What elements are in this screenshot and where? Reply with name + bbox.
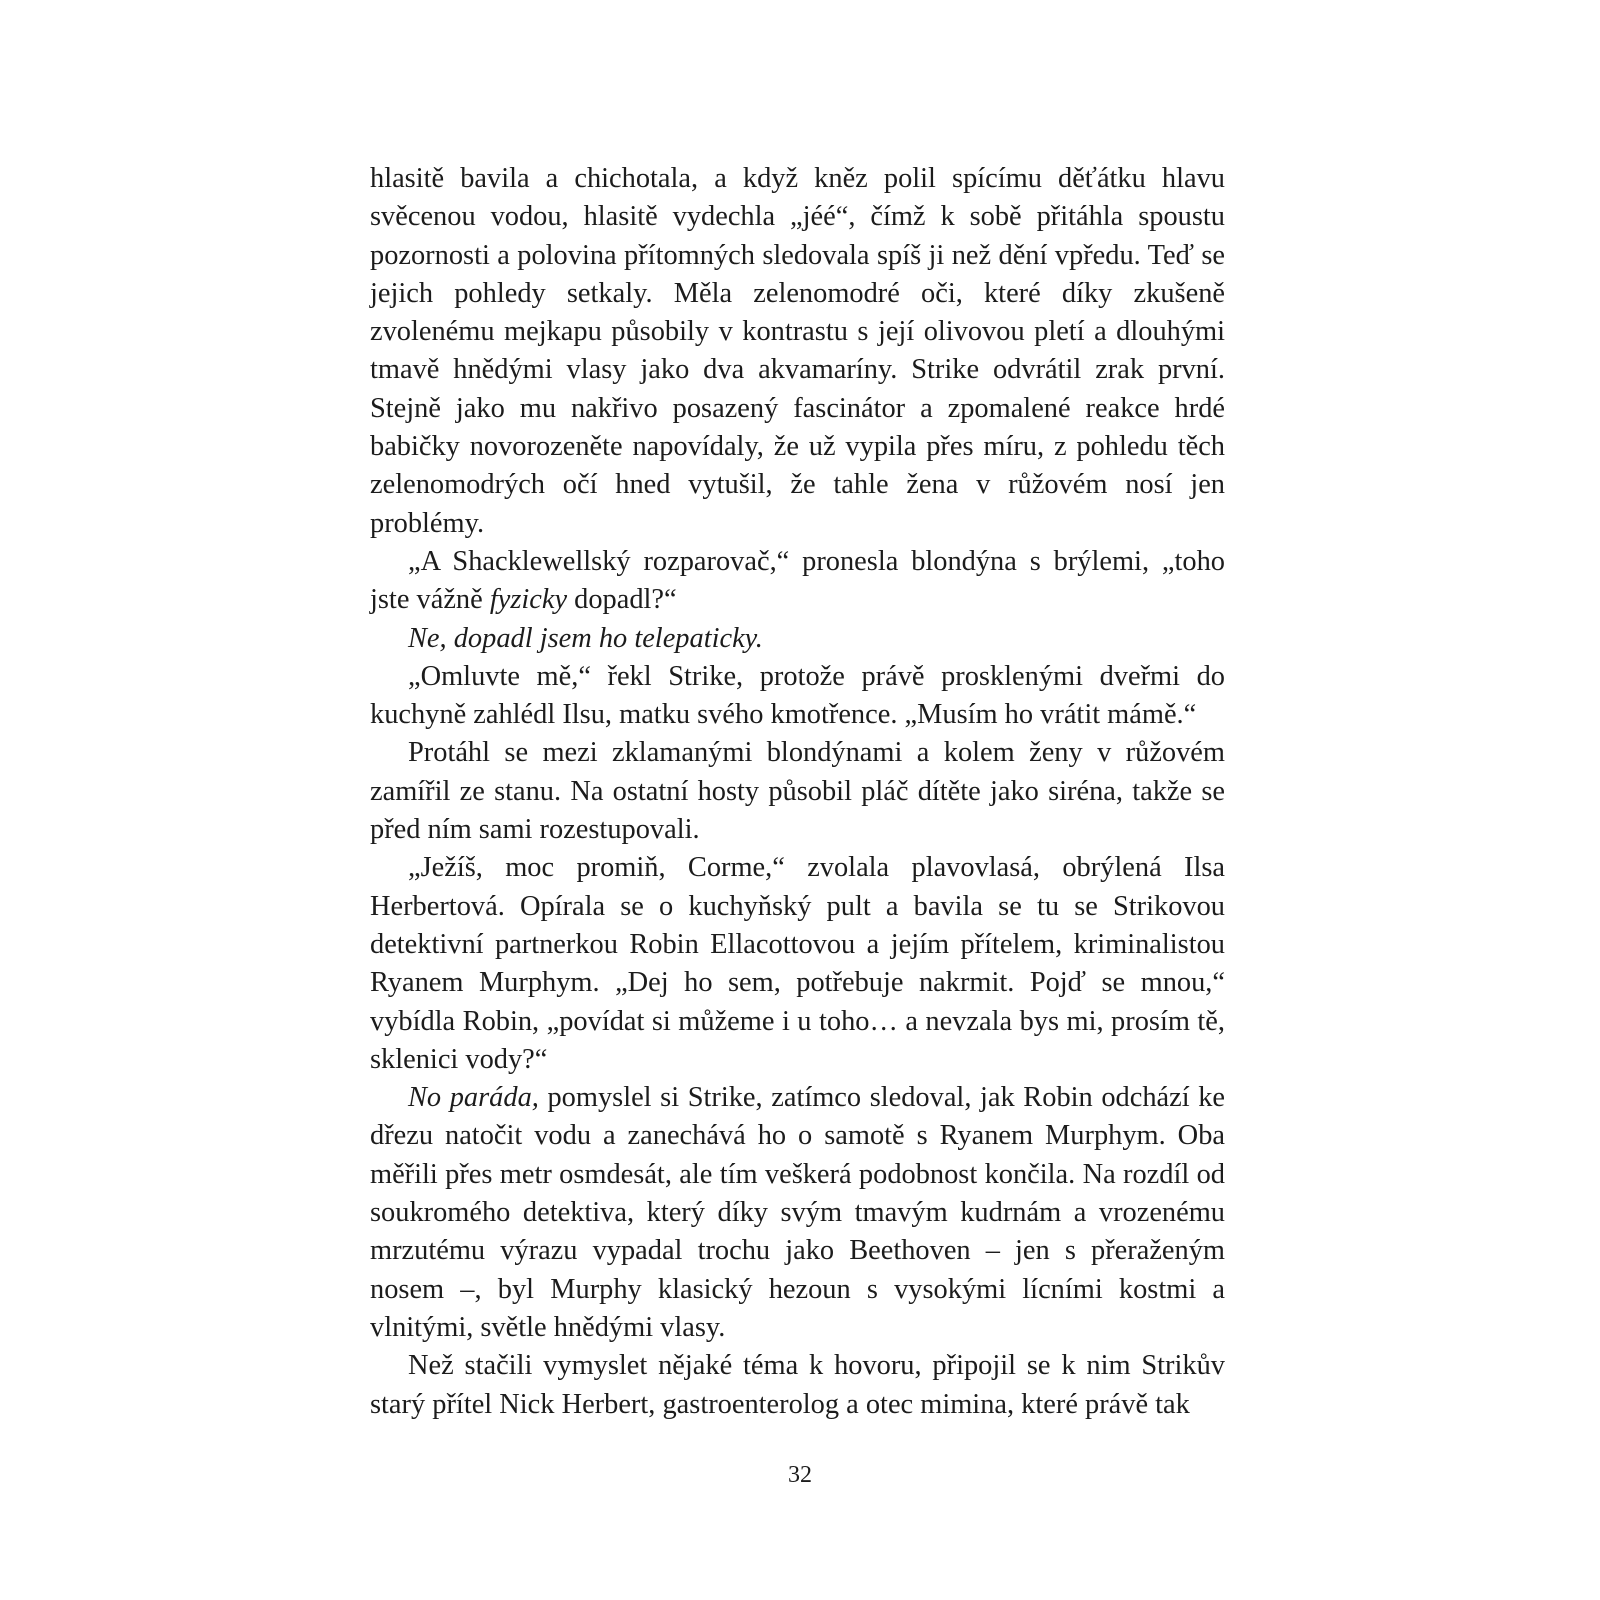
italic-text: Ne, dopadl jsem ho telepaticky. <box>408 622 763 654</box>
italic-text: No paráda, <box>408 1082 539 1114</box>
paragraph <box>370 620 1225 658</box>
paragraph <box>370 734 1225 849</box>
text-run: dopadl?“ <box>567 584 677 616</box>
body-text <box>370 160 1225 1424</box>
paragraph <box>370 543 1225 620</box>
text-run: pomyslel si Strike, zatímco sledoval, jak Robin odchází ke dřezu natočit vodu a zanechává ho o samotě s Ryanem Murphym. Oba měřili přes metr osmdesát, ale tím veškerá podobnost končila. Na rozdíl od soukromého detektiva, který díky svým tmavým kudrnám a vrozenému mrzutému výrazu vypadal trochu jako Beethoven – jen s přeraženým nosem –, byl Murphy klasický hezoun s vysokými lícními kostmi a vlnitými, světle hnědými vlasy. <box>370 1082 1226 1343</box>
paragraph <box>370 849 1225 1079</box>
text-run: „Ježíš, moc promiň, Corme,“ zvolala plavovlasá, obrýlená Ilsa Herbertová. Opírala se o kuchyňský pult a bavila se tu se Strikovou detektivní partnerkou Robin Ellacottovou a jejím přítelem, kriminalistou Ryanem Murphym. „Dej ho sem, potřebuje nakrmit. Pojď se mnou,“ vybídla Robin, „povídat si můžeme i u toho… a nevzala bys mi, prosím tě, sklenici vody?“ <box>370 852 1225 1075</box>
paragraph <box>370 1347 1225 1424</box>
text-run: Než stačili vymyslet nějaké téma k hovoru, připojil se k nim Strikův starý přítel Nick Herbert, gastroenterolog a otec mimina, které právě tak <box>370 1350 1225 1420</box>
text-run: hlasitě bavila a chichotala, a když kněz polil spícímu děťátku hlavu svěcenou vodou, hlasitě vydechla „jéé“, čímž k sobě přitáhla spoustu pozornosti a polovina přítomných sledovala spíš ji než dění vpředu. Teď se jejich pohledy setkaly. Měla zelenomodré oči, které díky zkušeně zvolenému mejkapu působily v kontrastu s její olivovou pletí a dlouhými tmavě hnědými vlasy jako dva akvamaríny. Strike odvrátil zrak první. Stejně jako mu nakřivo posazený fascinátor a zpomalené reakce hrdé babičky novorozeněte napovídaly, že už vypila přes míru, z pohledu těch zelenomodrých očí hned vytušil, že tahle žena v růžovém nosí jen problémy. <box>370 163 1225 539</box>
page-number: 32 <box>788 1462 812 1488</box>
paragraph <box>370 658 1225 735</box>
text-run: Protáhl se mezi zklamanými blondýnami a kolem ženy v růžovém zamířil ze stanu. Na ostatní hosty působil pláč dítěte jako siréna, takže se před ním sami rozestupovali. <box>370 737 1225 846</box>
italic-text: fyzicky <box>489 584 568 616</box>
paragraph <box>370 1079 1225 1347</box>
text-run: „A Shacklewellský rozparovač,“ pronesla blondýna s brýlemi, „toho jste vážně <box>370 545 1225 616</box>
text-run: „Omluvte mě,“ řekl Strike, protože právě prosklenými dveřmi do kuchyně zahlédl Ilsu, matku svého kmotřence. „Musím ho vrátit mámě.“ <box>370 660 1225 731</box>
paragraph <box>370 160 1225 543</box>
